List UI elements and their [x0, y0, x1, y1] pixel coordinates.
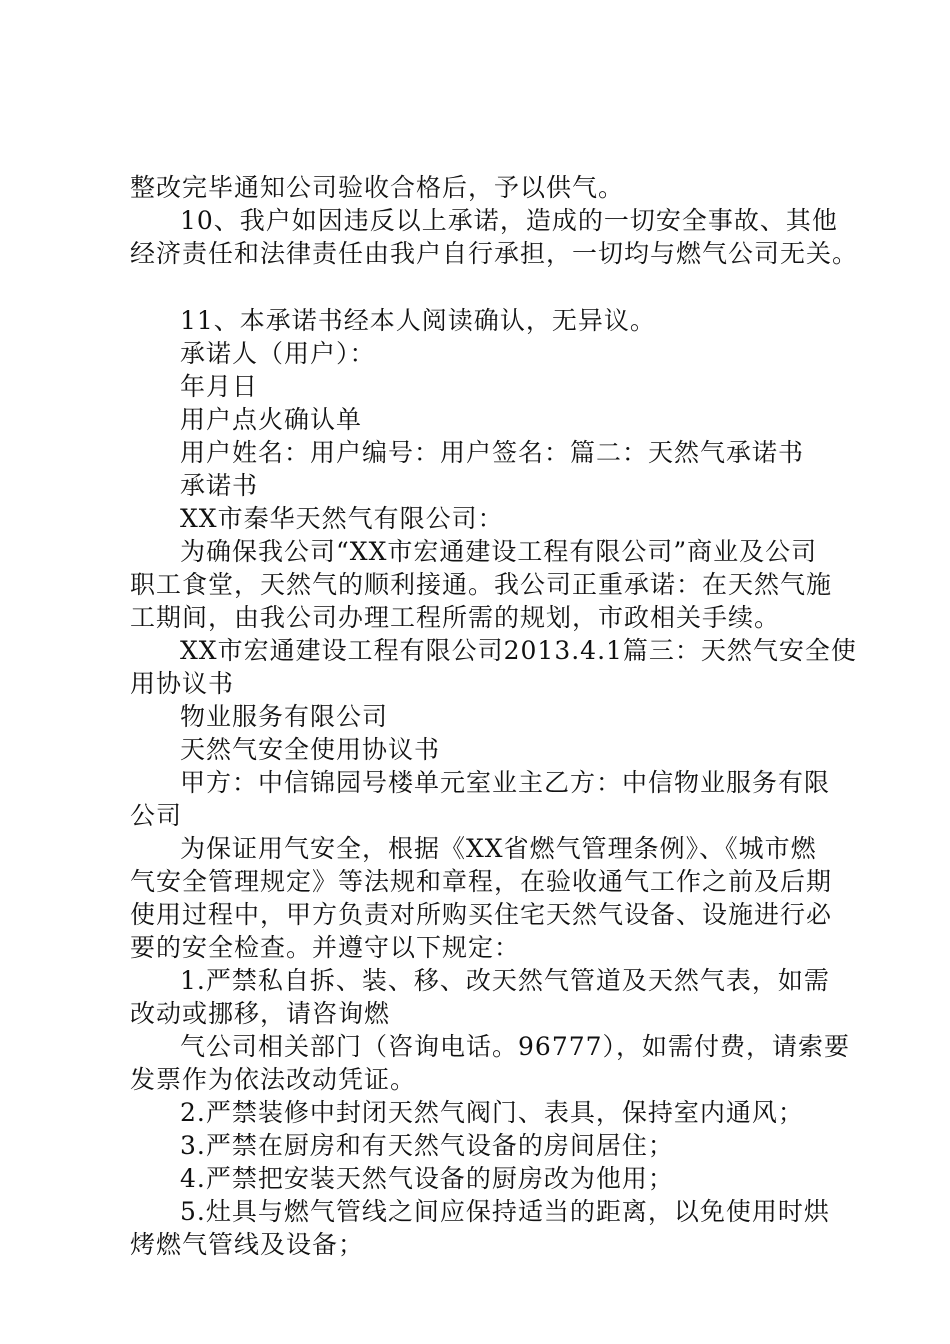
paragraph-line: 用协议书 [130, 669, 235, 698]
paragraph-line: 为保证用气安全，根据《XX省燃气管理条例》、《城市燃 [180, 834, 817, 863]
paragraph-line: 11、本承诺书经本人阅读确认，无异议。 [180, 306, 656, 335]
paragraph-line: 4.严禁把安装天然气设备的厨房改为他用； [180, 1164, 674, 1193]
paragraph-line: 职工食堂，天然气的顺利接通。我公司正重承诺：在天然气施 [130, 570, 833, 599]
paragraph-line: 2.严禁装修中封闭天然气阀门、表具，保持室内通风； [180, 1098, 804, 1127]
paragraph-line: 烤燃气管线及设备； [130, 1230, 365, 1259]
paragraph-line: 1.严禁私自拆、装、移、改天然气管道及天然气表，如需 [180, 966, 830, 995]
paragraph-line: 整改完毕通知公司验收合格后，予以供气。 [130, 173, 625, 202]
paragraph-line: 甲方：中信锦园号楼单元室业主乙方：中信物业服务有限 [180, 768, 831, 797]
paragraph-line: 气公司相关部门（咨询电话。96777），如需付费，请索要 [180, 1032, 851, 1061]
paragraph-line: 使用过程中，甲方负责对所购买住宅天然气设备、设施进行必 [130, 900, 833, 929]
paragraph-line: 天然气安全使用协议书 [180, 735, 441, 764]
paragraph-line: 经济责任和法律责任由我户自行承担，一切均与燃气公司无关。 [130, 239, 859, 268]
paragraph-line: 公司 [130, 801, 183, 830]
paragraph-line: 10、我户如因违反以上承诺，造成的一切安全事故、其他 [180, 206, 838, 235]
paragraph-line: 要的安全检查。并遵守以下规定： [130, 933, 521, 962]
paragraph-line: 改动或挪移，请咨询燃 [130, 999, 391, 1028]
paragraph-line: 年月日 [180, 372, 259, 401]
paragraph-line: 用户点火确认单 [180, 405, 363, 434]
paragraph-line: 气安全管理规定》等法规和章程，在验收通气工作之前及后期 [130, 867, 833, 896]
paragraph-line: XX市宏通建设工程有限公司2013.4.1篇三：天然气安全使 [180, 636, 857, 665]
paragraph-line: 承诺书 [180, 471, 259, 500]
document-body [130, 171, 859, 1261]
paragraph-line: 为确保我公司“XX市宏通建设工程有限公司”商业及公司 [180, 537, 818, 566]
paragraph-line: 物业服务有限公司 [180, 702, 389, 731]
paragraph-line: 承诺人（用户）： [180, 339, 376, 368]
paragraph-line: 用户姓名：用户编号：用户签名：篇二：天然气承诺书 [180, 438, 805, 467]
paragraph-line: 发票作为依法改动凭证。 [130, 1065, 417, 1094]
paragraph-line: 5.灶具与燃气管线之间应保持适当的距离，以免使用时烘 [180, 1197, 830, 1226]
paragraph-line: 3.严禁在厨房和有天然气设备的房间居住； [180, 1131, 674, 1160]
paragraph-line: XX市秦华天然气有限公司： [180, 504, 504, 533]
paragraph-line: 工期间，由我公司办理工程所需的规划，市政相关手续。 [130, 603, 781, 632]
